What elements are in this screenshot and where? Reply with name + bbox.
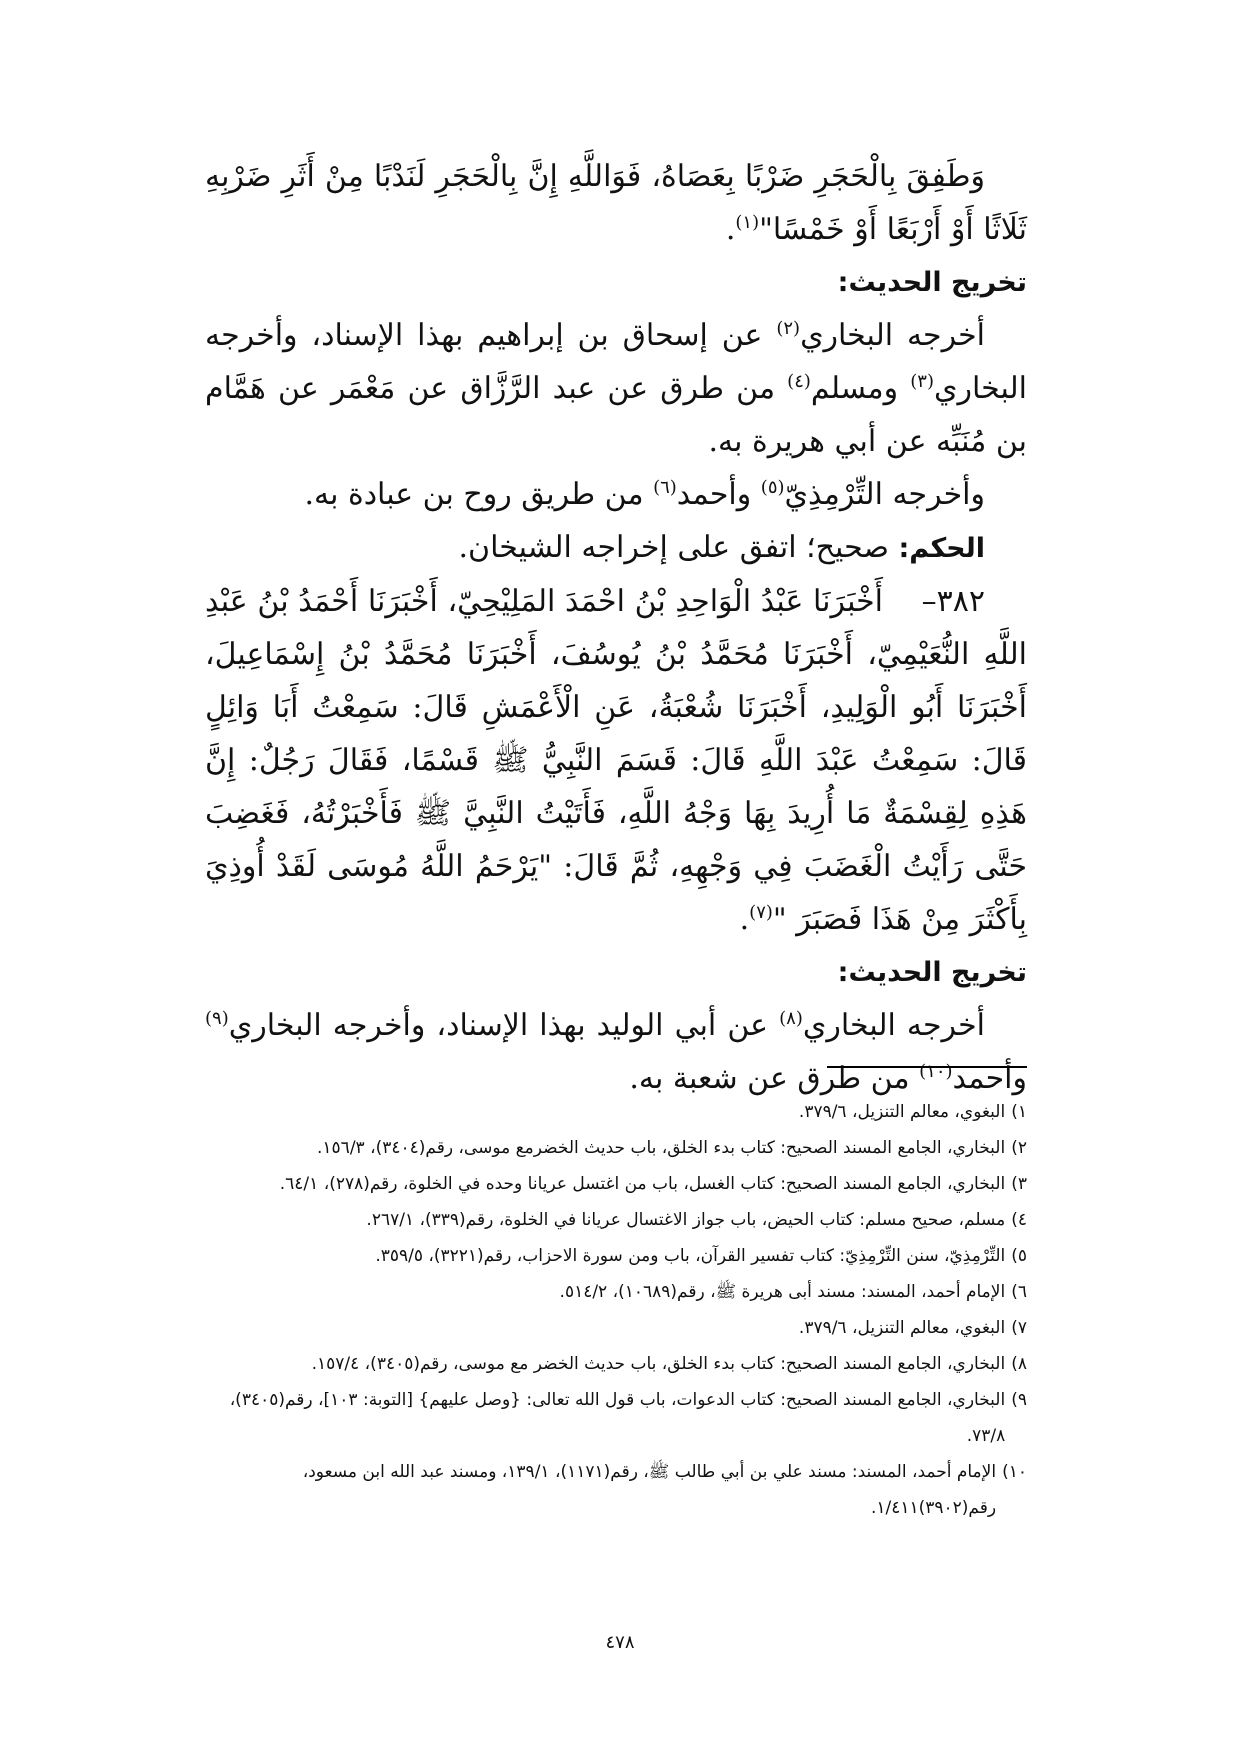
page-number: ٤٧٨ — [605, 1632, 635, 1653]
ruling-label: الحكم: — [898, 533, 985, 564]
hadith-text: أَخْبَرَنَا عَبْدُ الْوَاحِدِ بْنُ احْمَدَ المَلِيْحِيّ، أَخْبَرَنَا أَحْمَدُ بْنُ عَبْدِ اللَّهِ النُّعَيْمِيّ، أَخْبَرَنَا مُحَمَّدُ بْنُ يُوسُفَ، أَخْبَرَنَا مُحَمَّدُ بْنُ إِسْمَاعِيلَ، أَخْبَرَنَا أَبُو الْوَلِيدِ، أَخْبَرَنَا شُعْبَةُ، عَنِ الْأَعْمَشِ قَالَ: سَمِعْتُ أَبَا وَائِلٍ قَالَ: سَمِعْتُ عَبْدَ اللَّهِ قَالَ: قَسَمَ النَّبِيُّ ﷺ قَسْمًا، فَقَالَ رَجُلٌ: إِنَّ هَذِهِ لِقِسْمَةٌ مَا أُرِيدَ بِهَا وَجْهُ اللَّهِ، فَأَتَيْتُ النَّبِيَّ ﷺ فَأَخْبَرْتُهُ، فَغَضِبَ حَتَّى رَأَيْتُ الْغَضَبَ فِي وَجْهِهِ، ثُمَّ قَالَ: "يَرْحَمُ اللَّهُ مُوسَى لَقَدْ أُوذِيَ بِأَكْثَرَ مِنْ هَذَا فَصَبَرَ " — [205, 584, 1027, 937]
footnote-text: البخاري، الجامع المسند الصحيح: كتاب الدعوات، باب قول الله تعالى: {وصل عليهم} [التوبة: ١٠٣]، رقم(٣٤٠٥)، ٧٣/٨. — [229, 1390, 1006, 1446]
footnote-item — [187, 1166, 1027, 1202]
hadith-text: وَطَفِقَ بِالْحَجَرِ ضَرْبًا بِعَصَاهُ، فَوَاللَّهِ إِنَّ بِالْحَجَرِ لَنَدْبًا مِنْ أَثَرِ ضَرْبِهِ ثَلَاثًا أَوْ أَرْبَعًا أَوْ خَمْسًا" — [205, 159, 1027, 247]
punctuation: . — [739, 902, 750, 937]
footnote-text: البغوي، معالم التنزيل، ٣٧٩/٦. — [798, 1318, 1006, 1338]
footnote-item — [187, 1238, 1027, 1274]
footnote-text: الإمام أحمد، المسند: مسند أبى هريرة ﷺ، رقم(١٠٦٨٩)، ٥١٤/٢. — [559, 1282, 1006, 1302]
hadith-number: ٣٨٢– — [921, 584, 985, 619]
takhrij-heading-1: تخريج الحديث: — [837, 267, 1027, 298]
paragraph-hadith-382 — [205, 575, 1027, 946]
footnote-number: ١) — [1011, 1102, 1027, 1122]
punctuation: . — [725, 212, 736, 247]
text-run: من طرق عن شعبة به. — [629, 1061, 920, 1096]
footnote-item — [187, 1094, 1027, 1130]
text-run: من طرق عن عبد الرَّزَّاق عن مَعْمَر عن هَمَّام بن مُنَبِّه عن أبي هريرة به. — [205, 371, 1027, 459]
footnote-item — [187, 1130, 1027, 1166]
footnote-item — [187, 1274, 1027, 1310]
text-run: وأحمد — [676, 477, 761, 512]
footnote-text: الإمام أحمد، المسند: مسند علي بن أبي طالب ﷺ، رقم(١١٧١)، ١٣٩/١، ومسند عبد الله ابن مسعود، رقم(٣٩٠٢)١/٤١١. — [302, 1462, 997, 1518]
footnote-number: ٧) — [1011, 1318, 1027, 1338]
footnote-text: البخاري، الجامع المسند الصحيح: كتاب بدء الخلق، باب حديث الخضر مع موسى، رقم(٣٤٠٥)، ١٥٧/٤. — [311, 1354, 1006, 1374]
footnote-ref-8[interactable]: (٨) — [779, 1008, 803, 1029]
takhrij-heading-2: تخريج الحديث: — [837, 957, 1027, 988]
main-text — [205, 150, 1027, 1105]
footnote-number: ٣) — [1011, 1174, 1027, 1194]
footnote-ref-3[interactable]: (٣) — [910, 371, 934, 392]
footnote-text: مسلم، صحيح مسلم: كتاب الحيض، باب جواز الاغتسال عريانا في الخلوة، رقم(٣٣٩)، ٢٦٧/١. — [366, 1210, 1006, 1230]
footnote-item — [187, 1454, 1027, 1526]
text-run: عن أبي الوليد بهذا الإسناد، وأخرجه البخاري — [228, 1008, 780, 1043]
footnote-number: ١٠) — [1002, 1462, 1027, 1482]
footnote-ref-1[interactable]: (١) — [735, 212, 760, 233]
text-run: ومسلم — [810, 371, 911, 406]
footnote-number: ٢) — [1011, 1138, 1027, 1158]
footnote-text: البخاري، الجامع المسند الصحيح: كتاب الغسل، باب من اغتسل عريانا وحده في الخلوة، رقم(٢٧٨)، ٦٤/١. — [279, 1174, 1006, 1194]
paragraph-takhrij-1 — [205, 309, 1027, 468]
paragraph-takhrij-3 — [205, 999, 1027, 1105]
footnote-ref-7[interactable]: (٧) — [749, 902, 773, 923]
footnote-item — [187, 1382, 1027, 1454]
footnote-ref-2[interactable]: (٢) — [776, 318, 801, 339]
footnote-ref-5[interactable]: (٥) — [760, 477, 785, 498]
footnote-number: ٤) — [1011, 1210, 1027, 1230]
footnote-separator — [827, 1066, 1027, 1068]
footnote-text: التِّرْمِذِيّ، سنن التِّرْمِذِيّ: كتاب تفسير القرآن، باب ومن سورة الاحزاب، رقم(٣٢٢١)، ٣٥٩/٥. — [375, 1246, 1006, 1266]
text-run: وأحمد — [952, 1061, 1027, 1096]
paragraph-ruling — [205, 521, 1027, 575]
footnote-text: البغوي، معالم التنزيل، ٣٧٩/٦. — [798, 1102, 1006, 1122]
text-run: أخرجه البخاري — [800, 318, 985, 353]
footnote-number: ٥) — [1011, 1246, 1027, 1266]
footnote-item — [187, 1310, 1027, 1346]
text-run: من طريق روح بن عبادة به. — [304, 477, 654, 512]
ruling-text: صحيح؛ اتفق على إخراجه الشيخان. — [458, 530, 899, 565]
footnote-item — [187, 1202, 1027, 1238]
footnotes — [187, 1094, 1027, 1526]
text-run: أخرجه البخاري — [802, 1008, 985, 1043]
text-run: وأخرجه التِّرْمِذِيّ — [784, 477, 985, 512]
footnote-number: ٨) — [1011, 1354, 1027, 1374]
footnote-ref-9[interactable]: (٩) — [205, 1008, 229, 1029]
footnote-ref-4[interactable]: (٤) — [787, 371, 811, 392]
paragraph-takhrij-2 — [205, 468, 1027, 521]
footnote-ref-10[interactable]: (١٠) — [919, 1061, 953, 1082]
footnote-item — [187, 1346, 1027, 1382]
footnote-ref-6[interactable]: (٦) — [653, 477, 677, 498]
paragraph-hadith-ending — [205, 150, 1027, 256]
footnote-number: ٦) — [1011, 1282, 1027, 1302]
text-run: عن إسحاق بن إبراهيم بهذا الإسناد، وأخرجه البخاري — [205, 318, 1027, 406]
footnote-number: ٩) — [1011, 1390, 1027, 1410]
footnote-text: البخاري، الجامع المسند الصحيح: كتاب بدء الخلق، باب حديث الخضرمع موسى، رقم(٣٤٠٤)، ١٥٦/٣. — [317, 1138, 1006, 1158]
